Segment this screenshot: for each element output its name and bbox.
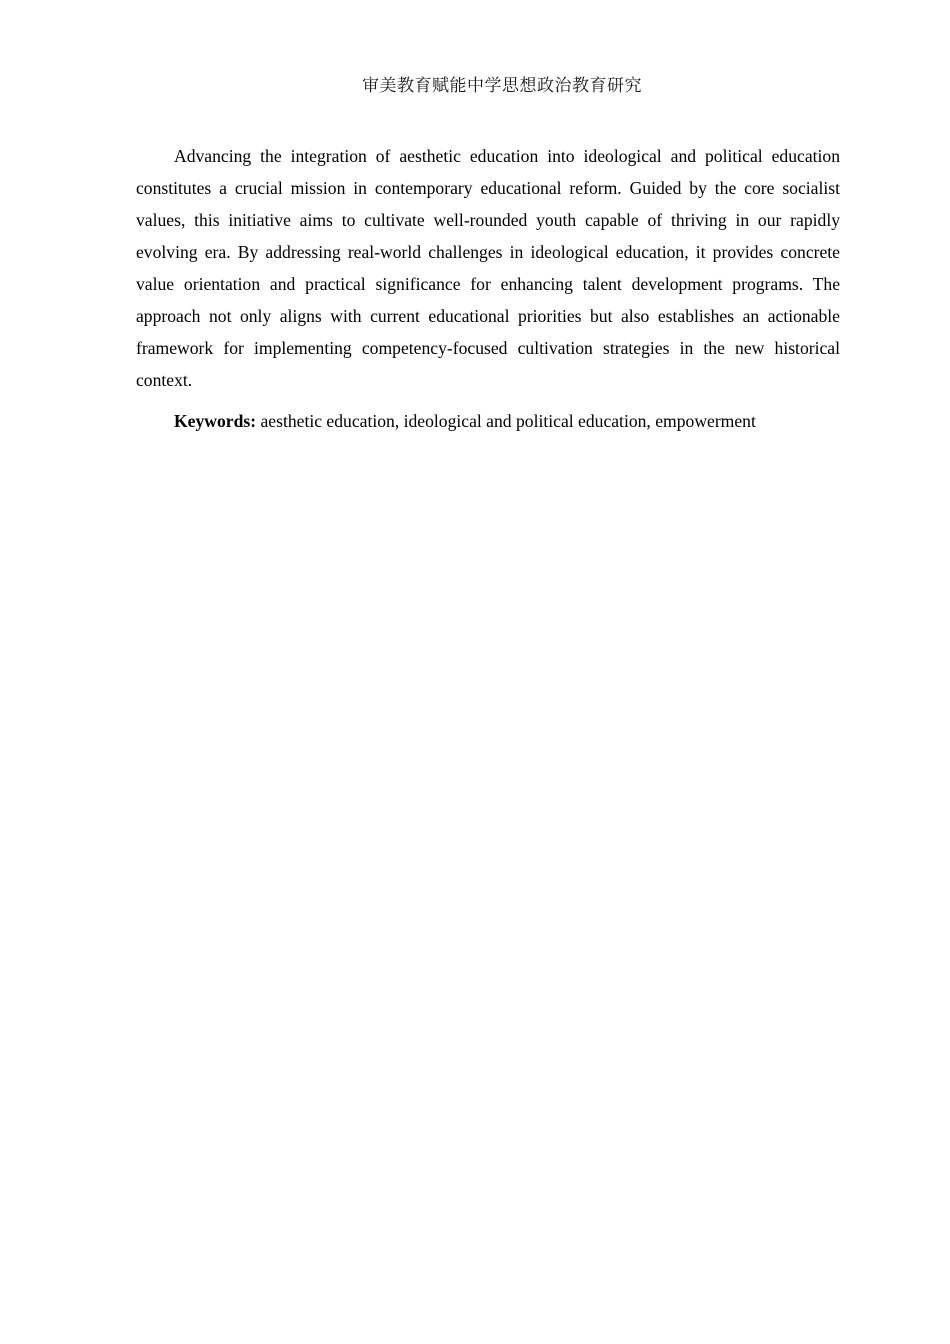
header-title: 审美教育赋能中学思想政治教育研究 [362,76,642,96]
keywords-line [136,406,840,436]
keywords-label: Keywords: [174,411,257,431]
keywords-value: aesthetic education, ideological and political education, empowerment [256,411,756,431]
running-header [0,74,950,98]
abstract-paragraph: Advancing the integration of aesthetic education into ideological and political education constitutes a crucial mission in contemporary educational reform. Guided by the core socialist values, this initiative aims to cultivate well-rounded youth capable of thriving in our rapidly evolving era. By addressing real-world challenges in ideological education, it provides concrete value orientation and practical significance for enhancing talent development programs. The approach not only aligns with current educational priorities but also establishes an actionable framework for implementing competency-focused cultivation strategies in the new historical context. [136,146,840,390]
